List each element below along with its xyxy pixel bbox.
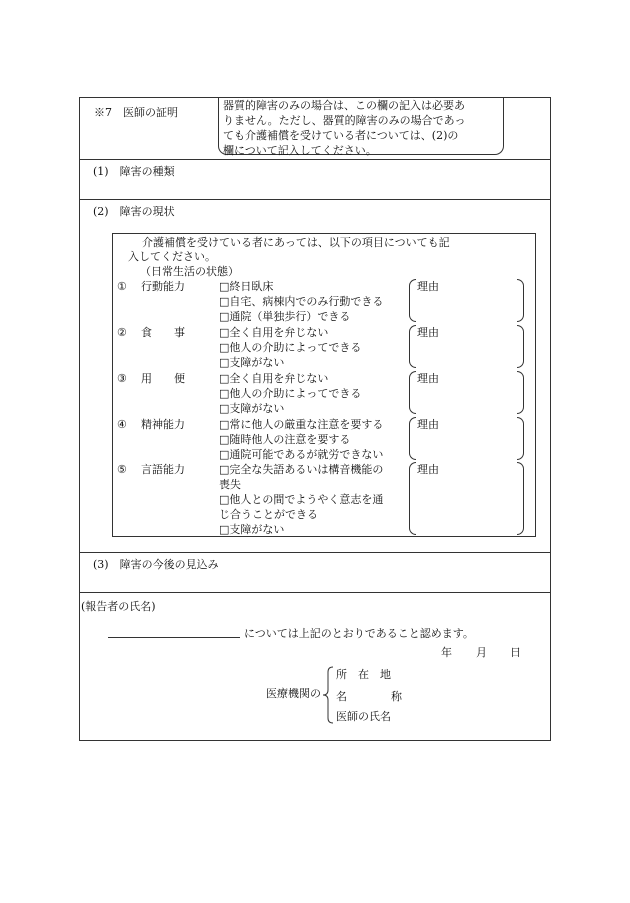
item-1-option[interactable]: □自宅、病棟内でのみ行動できる xyxy=(219,295,384,308)
reason-right-bracket xyxy=(517,325,524,368)
item-5-option-cont: 喪失 xyxy=(219,478,241,491)
item-4-option[interactable]: □通院可能であるが就労できない xyxy=(219,448,384,461)
item-5-option[interactable]: □完全な失語あるいは構音機能の xyxy=(219,463,384,476)
sec2-subheading: （日常生活の状態） xyxy=(140,265,239,278)
sec7-note-line: ても介護補償を受けている者については、(2)の xyxy=(223,129,459,142)
sec2-intro-line-1: 介護補償を受けている者にあっては、以下の項目についても記 xyxy=(142,236,450,249)
item-2-option[interactable]: □他人の介助によってできる xyxy=(219,341,362,354)
institution-label: 医療機関の xyxy=(266,687,321,700)
item-4-name: 精神能力 xyxy=(141,418,185,431)
sec3-label: (3) 障害の今後の見込み xyxy=(93,558,219,571)
item-5-option[interactable]: □支障がない xyxy=(219,523,285,536)
item-4-option[interactable]: □常に他人の厳重な注意を要する xyxy=(219,418,384,431)
reason-right-bracket xyxy=(517,417,524,460)
sec7-note-line: 器質的障害のみの場合は、この欄の記入は必要あ xyxy=(223,99,465,112)
divider-sec2 xyxy=(80,552,550,553)
reason-right-bracket xyxy=(517,279,524,322)
item-1-name: 行動能力 xyxy=(141,280,185,293)
item-2-option[interactable]: □全く自用を弁じない xyxy=(219,326,329,339)
reporter-name-label: (報告者の氏名) xyxy=(81,600,156,613)
item-2-reason: 理由 xyxy=(417,326,439,339)
reporter-name-line[interactable] xyxy=(108,637,240,638)
item-3-reason: 理由 xyxy=(417,372,439,385)
item-3-option[interactable]: □全く自用を弁じない xyxy=(219,372,329,385)
item-5-option-cont: じ合うことができる xyxy=(219,508,318,521)
certification-text: については上記のとおりであること認めます。 xyxy=(244,627,474,640)
item-1-num: ① xyxy=(117,280,127,293)
divider-sec1 xyxy=(80,199,550,200)
reason-left-bracket xyxy=(409,417,416,460)
sec2-label: (2) 障害の現状 xyxy=(93,205,175,218)
doctor-name-label: 医師の氏名 xyxy=(336,710,391,723)
item-4-num: ④ xyxy=(117,418,127,431)
reason-left-bracket xyxy=(409,462,416,535)
item-3-option[interactable]: □他人の介助によってできる xyxy=(219,387,362,400)
item-5-option[interactable]: □他人との間でようやく意志を通 xyxy=(219,493,384,506)
divider-sec7 xyxy=(80,159,550,160)
item-4-reason: 理由 xyxy=(417,418,439,431)
item-2-name: 食 事 xyxy=(141,326,185,339)
divider-sec3 xyxy=(80,592,550,593)
reason-left-bracket xyxy=(409,325,416,368)
item-1-option[interactable]: □終日臥床 xyxy=(219,280,274,293)
item-3-name: 用 便 xyxy=(141,372,185,385)
reason-left-bracket xyxy=(409,371,416,414)
reason-right-bracket xyxy=(517,371,524,414)
sec7-note-line: 欄について記入してください。 xyxy=(223,144,377,157)
item-5-name: 言語能力 xyxy=(141,463,185,476)
item-2-option[interactable]: □支障がない xyxy=(219,356,285,369)
date-day: 日 xyxy=(510,646,521,659)
item-1-option[interactable]: □通院（単独歩行）できる xyxy=(219,310,351,323)
reason-left-bracket xyxy=(409,279,416,322)
sec7-note-line: りません。ただし、器質的障害のみの場合であっ xyxy=(223,114,466,127)
item-3-num: ③ xyxy=(117,372,127,385)
signature-brace xyxy=(322,666,334,724)
sec1-label: (1) 障害の種類 xyxy=(93,165,175,178)
item-5-reason: 理由 xyxy=(417,463,439,476)
item-5-num: ⑤ xyxy=(117,463,127,476)
item-4-option[interactable]: □随時他人の注意を要する xyxy=(219,433,351,446)
institution-name-label: 名 称 xyxy=(336,690,402,703)
sec2-intro-line-2: 入してください。 xyxy=(128,250,216,263)
item-1-reason: 理由 xyxy=(417,280,439,293)
date-year: 年 xyxy=(441,646,452,659)
sec7-note xyxy=(223,98,499,158)
item-2-num: ② xyxy=(117,326,127,339)
sec7-label: ※7 医師の証明 xyxy=(94,106,178,119)
address-label: 所 在 地 xyxy=(336,668,391,681)
item-3-option[interactable]: □支障がない xyxy=(219,402,285,415)
date-month: 月 xyxy=(476,646,487,659)
reason-right-bracket xyxy=(517,462,524,535)
